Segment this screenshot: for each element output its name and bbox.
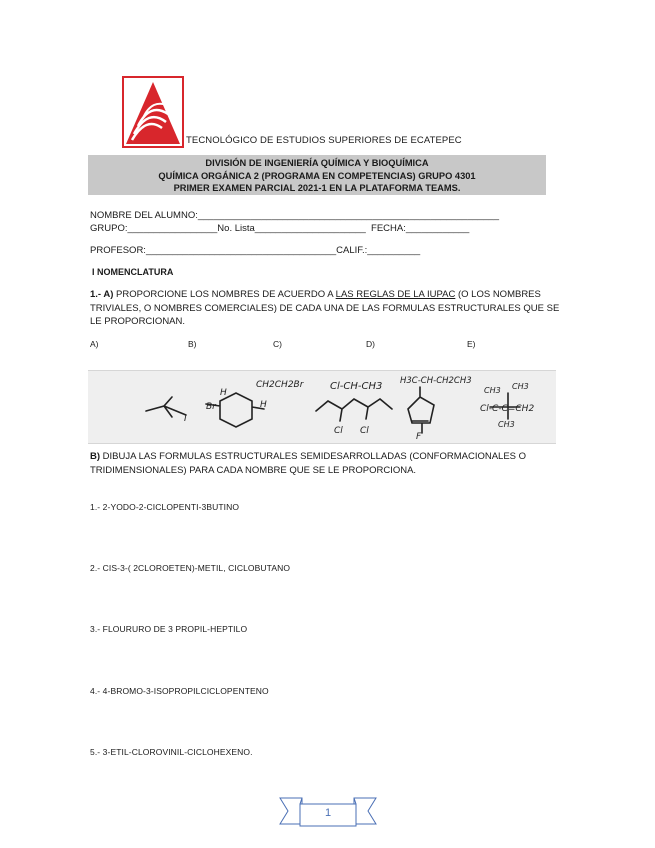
- option-a: A): [90, 339, 99, 349]
- part-b-text: DIBUJA LAS FORMULAS ESTRUCTURALES SEMIDESARROLLADAS (CONFORMACIONALES O TRIDIMENSIONALES) PARA CADA NOMBRE QUE SE LE PROPORCIONA.: [90, 451, 527, 476]
- part-a-text2: (O LOS NOMBRES TRIVIALES, O NOMBRES COMERCIALES) DE CADA UNA DE LAS FORMULAS ESTRUCTURALES QUE SE LE PROPORCIONAN.: [90, 289, 560, 327]
- part-a-text1: PROPORCIONE LOS NOMBRES DE ACUERDO A: [113, 289, 336, 300]
- label-c-top: CH2CH2Br: [256, 380, 304, 390]
- label-f-ch3c: CH3: [498, 420, 515, 429]
- header-course: QUÍMICA ORGÁNICA 2 (PROGRAMA EN COMPETENCIAS) GRUPO 4301: [158, 170, 476, 181]
- option-d: D): [366, 339, 375, 349]
- label-f-ch3a: CH3: [484, 386, 501, 395]
- student-name-field[interactable]: NOMBRE DEL ALUMNO:_________________________________________________________: [90, 210, 500, 221]
- question-4: 4.- 4-BROMO-3-ISOPROPILCICLOPENTENO: [90, 686, 269, 696]
- institution-name: TECNOLÓGICO DE ESTUDIOS SUPERIORES DE ECATEPEC: [186, 135, 462, 146]
- chemical-structures-image: [88, 370, 556, 444]
- header-exam: PRIMER EXAMEN PARCIAL 2021-1 EN LA PLATAFORMA TEAMS.: [173, 183, 461, 193]
- page-number: 1: [324, 807, 332, 819]
- group-list-date-field[interactable]: GRUPO:_________________No. Lista_____________________ FECHA:____________: [90, 223, 470, 234]
- label-f-ch3b: CH3: [512, 382, 529, 391]
- header-division: DIVISIÓN DE INGENIERÍA QUÍMICA Y BIOQUÍMICA: [205, 158, 429, 168]
- label-d-cl2: Cl: [360, 426, 369, 436]
- label-h1: H: [220, 388, 227, 398]
- question-1: 1.- 2-YODO-2-CICLOPENTI-3BUTINO: [90, 502, 240, 512]
- label-f-main: Cl-C-C=CH2: [480, 404, 535, 414]
- part-a-prefix: 1.- A): [90, 289, 114, 300]
- question-2: 2.- CIS-3-( 2CLOROETEN)-METIL, CICLOBUTANO: [90, 563, 291, 573]
- option-c: C): [273, 339, 282, 349]
- part-a-underlined: LAS REGLAS DE LA IUPAC: [335, 289, 456, 300]
- label-i: I: [184, 414, 187, 424]
- label-br: Br: [206, 402, 216, 412]
- question-3: 3.- FLOURURO DE 3 PROPIL-HEPTILO: [90, 624, 248, 634]
- section-title: I NOMENCLATURA: [92, 267, 174, 277]
- label-d-top: Cl-CH-CH3: [330, 381, 383, 392]
- label-e-top: H3C-CH-CH2CH3: [400, 376, 472, 386]
- part-b-instructions: [90, 450, 560, 477]
- structure-1: [146, 397, 186, 417]
- label-h2: H: [260, 400, 267, 410]
- professor-grade-field[interactable]: PROFESOR:____________________________________CALIF.:__________: [90, 245, 421, 256]
- exam-header: [88, 155, 546, 195]
- option-e: E): [467, 339, 476, 349]
- label-d-cl1: Cl: [334, 426, 343, 436]
- option-b: B): [188, 339, 197, 349]
- part-a-instructions: [90, 288, 560, 329]
- institution-logo: [122, 76, 184, 148]
- structure-3: [316, 399, 392, 421]
- page-footer: [278, 794, 378, 828]
- question-5: 5.- 3-ETIL-CLOROVINIL-CICLOHEXENO.: [90, 747, 253, 757]
- part-b-prefix: B): [90, 451, 101, 462]
- label-e-f: F: [416, 432, 422, 442]
- structure-4: [408, 387, 434, 433]
